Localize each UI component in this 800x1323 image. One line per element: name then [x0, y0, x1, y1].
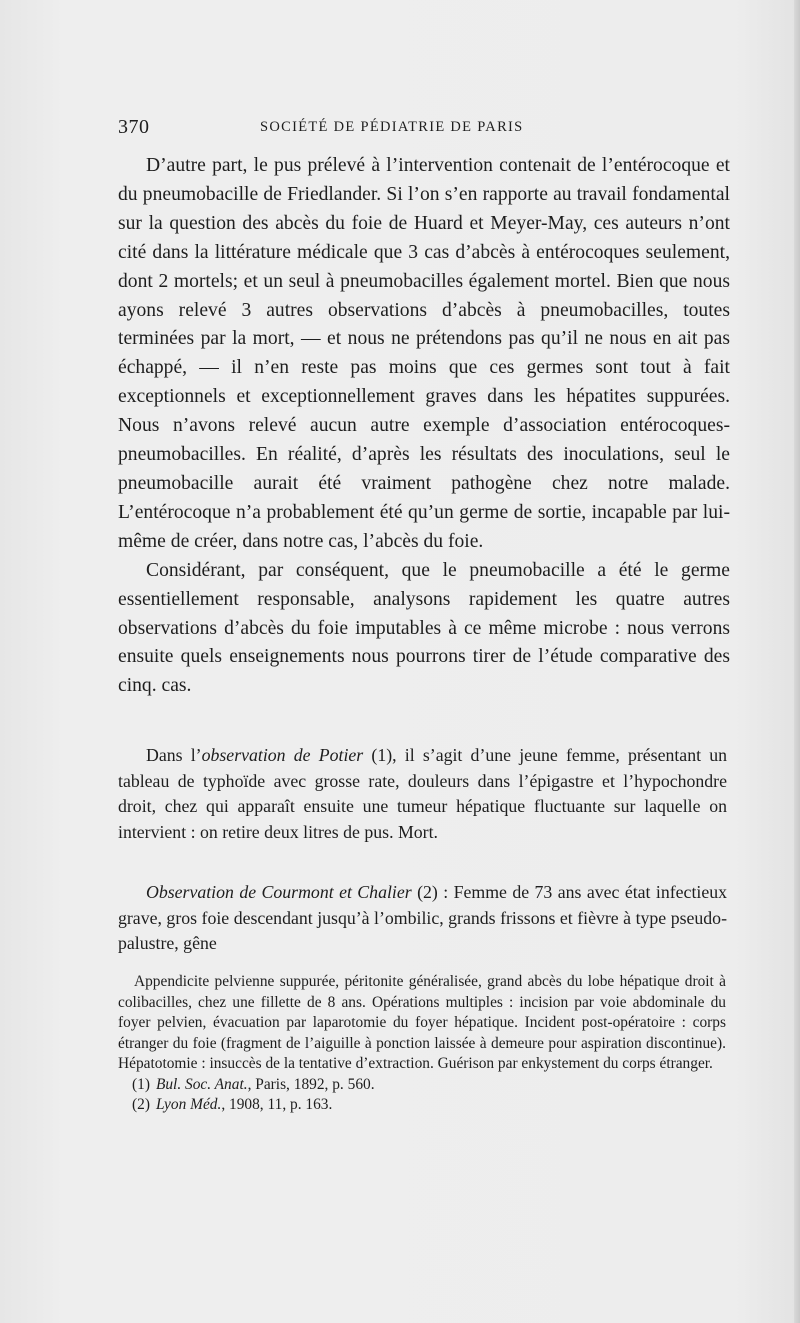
page-header — [118, 116, 684, 140]
footnote-detail: , Paris, 1892, p. 560. — [247, 1075, 375, 1093]
observation-potier-lead: Dans l’ — [146, 745, 202, 765]
paragraph-pus-analysis: D’autre part, le pus prélevé à l’intervention contenait de l’entérocoque et du pneumobacille de Friedlander. Si l’on s’en rapporte au travail fondamental sur la question des abcès du foie de Huard et Meyer-May, ces auteurs n’ont cité dans la littérature médicale que 3 cas d’abcès à entérocoques seulement, dont 2 mortels; et un seul à pneumobacilles également mortel. Bien que nous ayons relevé 3 autres observations d’abcès à pneumobacilles, toutes terminées par la mort, — et nous ne prétendons pas qu’il ne nous en ait pas échappé, — il n’en reste pas moins que ces germes sont tout à fait exceptionnels et exceptionnellement graves dans les hépatites suppurées. Nous n’avons relevé aucun autre exemple d’association entérocoques-pneumobacilles. En réalité, d’après les résultats des inoculations, seul le pneumobacille aurait été vraiment pathogène chez notre malade. L’entérocoque n’a probablement été qu’un germe de sortie, incapable par lui-même de créer, dans notre cas, l’abcès du foie. — [118, 155, 730, 552]
main-text — [118, 152, 730, 701]
observation-potier-title: observation de Potier — [201, 745, 364, 765]
footnote-continuation: Appendicite pelvienne suppurée, péritonite généralisée, grand abcès du lobe hépatique droit à colibacilles, chez une fillette de 8 ans. Opérations multiples : incision par voie abdominale du foyer pelvien, évacuation par laparotomie du foyer hépatique. Incident post-opératoire : corps étranger du foie (fragment de l’aiguille à ponction laissée à demeure pour aspiration discontinue). Hépatotomie : insuccès de la tentative d’extraction. Guérison par enkystement du corps étranger. — [118, 973, 726, 1072]
footnote-2 — [118, 1095, 726, 1116]
page-number: 370 — [118, 116, 150, 138]
observation-courmont-body: (2) : Femme de 73 ans avec état infectieux grave, gros foie descendant jusqu’à l’ombilic, grands frissons et fièvre à type pseudo-palustre, gêne — [118, 882, 728, 954]
paragraph-pneumobacille-conclusion: Considérant, par conséquent, que le pneumobacille a été le germe essentiellement responsable, analysons rapidement les quatre autres observations d’abcès du foie imputables à ce même microbe : nous verrons ensuite quels enseignements nous pourrons tirer de l’étude comparative des cinq. cas. — [118, 559, 730, 697]
observation-courmont-chalier — [118, 880, 727, 957]
observation-courmont-title: Observation de Courmont et Chalier — [146, 882, 412, 902]
footnote-1 — [118, 1075, 726, 1096]
observation-potier — [118, 743, 727, 845]
footnote-number: (2) — [132, 1096, 150, 1113]
observation-potier-text — [118, 743, 727, 845]
observation-potier-body: (1), il s’agit d’une jeune femme, présentant un tableau de typhoïde avec grosse rate, douleurs dans l’épigastre et l’hypochondre droit, chez qui apparaît ensuite une tumeur hépatique fluctuante sur laquelle on intervient : on retire deux litres de pus. Mort. — [118, 745, 728, 842]
page-spine-shadow — [794, 0, 800, 1323]
footnote-source: Bul. Soc. Anat. — [155, 1075, 248, 1093]
running-head: SOCIÉTÉ DE PÉDIATRIE DE PARIS — [260, 119, 524, 135]
observation-courmont-text — [118, 880, 727, 957]
footnote-source: Lyon Méd. — [155, 1096, 222, 1113]
footnote-detail: , 1908, 11, p. 163. — [221, 1096, 333, 1113]
footnote-number: (1) — [132, 1075, 150, 1093]
footnotes — [118, 972, 726, 1116]
